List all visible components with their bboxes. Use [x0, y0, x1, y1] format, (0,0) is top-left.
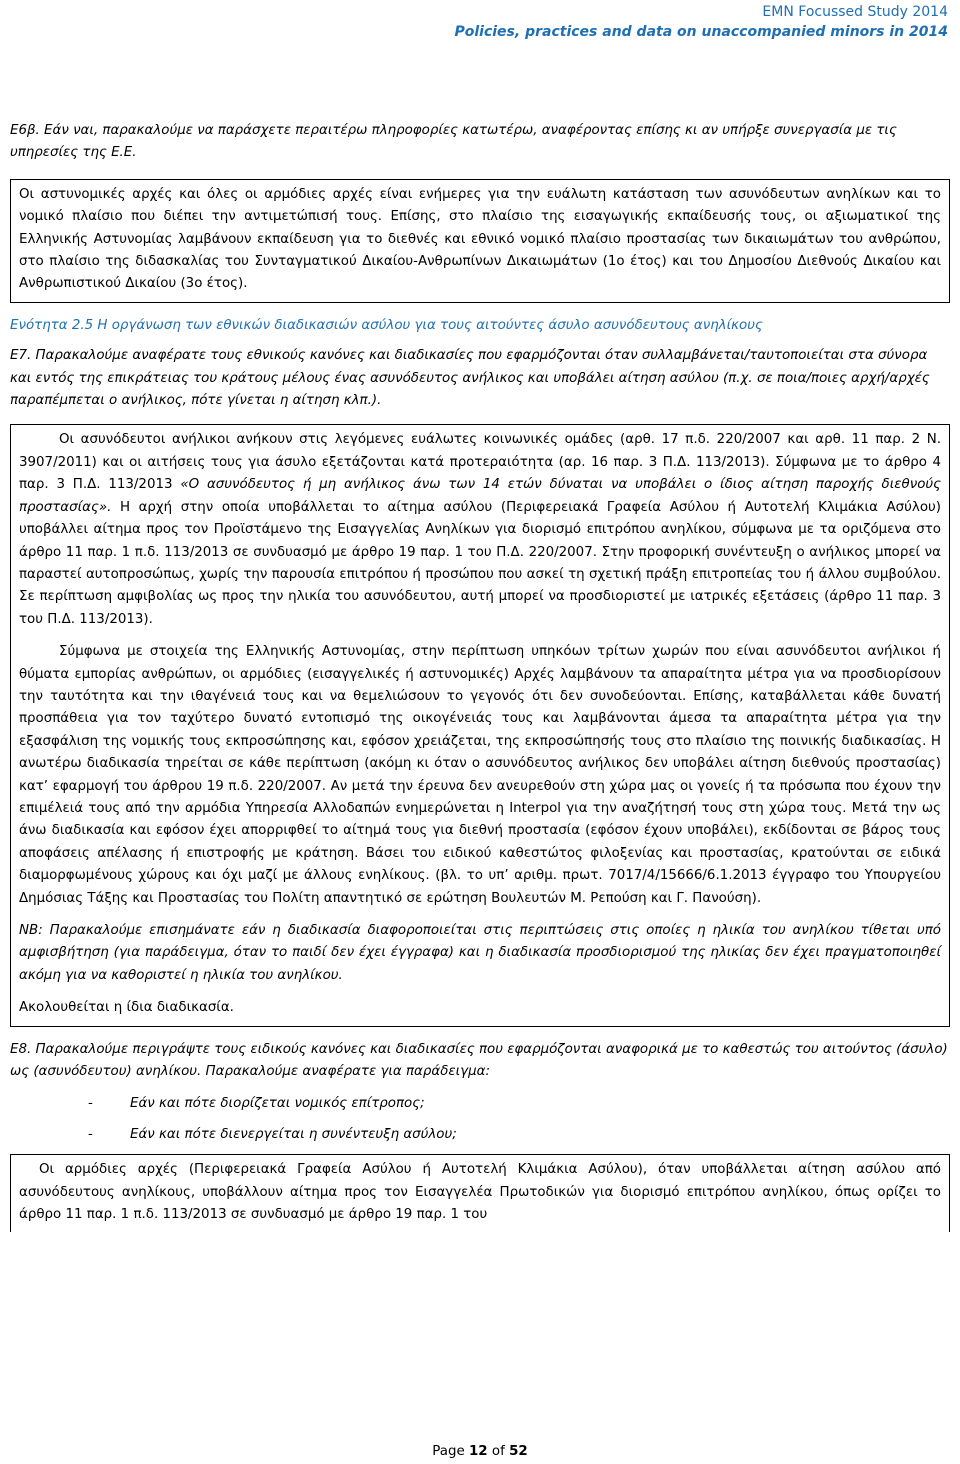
answer-e7-paragraph-3: Ακολουθείται η ίδια διαδικασία.: [19, 1000, 234, 1016]
question-e6b: Ε6β. Εάν ναι, παρακαλούμε να παράσχετε περαιτέρω πληροφορίες κατωτέρω, αναφέροντας επίσης κι αν υπήρξε συνεργασία με τις υπηρεσίες της Ε.Ε.: [10, 123, 897, 161]
answer-e7-paragraph-2: Σύμφωνα με στοιχεία της Ελληνικής Αστυνομίας, στην περίπτωση υπηκόων τρίτων χωρών που είναι ασυνόδευτοι ανήλικοι ή θύματα εμπορίας ανθρώπων, οι αρμόδιες (εισαγγελικές ή αστυνομικές) Αρχές λαμβάνουν τα απαραίτητα μέτρα για να προσδιορίσουν την ταυτότητα και την ιθαγένειά τους και να θεμελιώσουν το γεγονός ότι δεν συνοδεύονται. Επίσης, καταβάλλεται κάθε δυνατή προσπάθεια για τον ταχύτερο δυνατό εντοπισμό της οικογένειάς τους και λαμβάνονται άμεσα τα απαραίτητα μέτρα για την εξασφάλιση της νομικής τους εκπροσώπησης και, εφόσον χρειάζεται, της εκπροσώπησής τους στο πλαίσιο της ποινικής διαδικασίας. Η ανωτέρω διαδικασία τηρείται σε κάθε περίπτωση (ακόμη κι όταν ο ασυνόδευτος ανήλικος δεν υποβάλει αίτηση διεθνούς προστασίας) κατ’ εφαρμογή του άρθρου 19 π.δ. 220/2007. Αν μετά την έρευνα δεν ανευρεθούν στη χώρα μας οι γονείς ή τα πρόσωπα που έχουν την επιμέλειά τους από την αρμόδια Υπηρεσία Αλλοδαπών ενημερώνεται η Interpol για την αναζήτησή τους στη χώρα τους. Μετά την ως άνω διαδικασία και εφόσον έχει απορριφθεί το αίτημά τους για διεθνή προστασία (εφόσον έχουν υποβάλει), εκδίδονται σε βάρος τους αποφάσεις απέλασης ή επιστροφής με κράτηση. Βάσει του ειδικού καθεστώτος φιλοξενίας και προστασίας, κρατούνται σε ειδικά διαμορφωμένους χώρους και όχι μαζί με άλλους ενηλίκους. (βλ. το υπ’ αριθμ. πρωτ. 7017/4/15666/6.1.2013 έγγραφο του Υπουργείου Δημόσιας Τάξης και Προστασίας του Πολίτη απαντητικό σε ερώτηση Βουλευτών Μ. Ρεπούση και Γ. Πανούση).: [19, 644, 941, 906]
page-footer: [0, 1444, 960, 1459]
running-header: [454, 2, 948, 42]
answer-box-e7: [10, 424, 950, 1026]
page-content: [10, 120, 950, 1232]
footer-of-label: of: [491, 1444, 505, 1459]
question-e7: Ε7. Παρακαλούμε αναφέρατε τους εθνικούς κανόνες και διαδικασίες που εφαρμόζονται όταν συλλαμβάνεται/ταυτοποιείται στα σύνορα και εντός της επικράτειας του κράτους μέλους ένας ασυνόδευτος ανήλικος και υποβάλει αίτηση ασύλου (π.χ. σε ποια/ποιες αρχή/αρχές παραπέμπεται ο ανήλικος, πότε γίνεται η αίτηση κλπ.).: [10, 348, 930, 409]
section-heading-2-5: Ενότητα 2.5 Η οργάνωση των εθνικών διαδικασιών ασύλου για τους αιτούντες άσυλο ασυνόδευτους ανηλίκους: [10, 317, 763, 333]
answer-e7-p1-start: Οι ασυνόδευτοι ανήλικοι ανήκουν στις λεγόμενες ευάλωτες κοινωνικές ομάδες (αρθ. 17 π.δ. 220/2007 και αρθ. 11 παρ. 2 Ν. 3907/2011) και οι αιτήσεις τους για άσυλο εξετάζονται κατά προτεραιότητα (αρ. 16 παρ. 3 Π.Δ. 113/2013). Σύμφωνα με το άρθρο 4 παρ. 3 Π.Δ. 113/2013: [19, 432, 941, 493]
header-study-subtitle: Policies, practices and data on unaccompanied minors in 2014: [454, 24, 948, 40]
answer-e6b-text: Οι αστυνομικές αρχές και όλες οι αρμόδιες αρχές είναι ενήμερες για την ευάλωτη κατάσταση των ασυνόδευτων ανηλίκων και το νομικό πλαίσιο που διέπει την αντιμετώπισή τους. Επίσης, στο πλαίσιο της εισαγωγικής εκπαίδευσής τους, οι αξιωματικοί της Ελληνικής Αστυνομίας λαμβάνουν εκπαίδευση για το διεθνές και εθνικό νομικό πλαίσιο προστασίας των δικαιωμάτων του ανθρώπου, στο πλαίσιο της διδασκαλίας του Συνταγματικού Δικαίου-Ανθρωπίνων Δικαιωμάτων (1ο έτος) και του Δημοσίου Διεθνούς Δικαίου και Ανθρωπιστικού Δικαίου (3ο έτος).: [19, 186, 941, 292]
footer-current-page: 12: [468, 1444, 488, 1459]
question-e8: Ε8. Παρακαλούμε περιγράψτε τους ειδικούς κανόνες και διαδικασίες που εφαρμόζονται αναφορικά με το καθεστώς του αιτούντος (άσυλο) ως (ασυνόδευτου) ανηλίκου. Παρακαλούμε αναφέρατε για παράδειγμα:: [10, 1041, 948, 1080]
answer-e7-p1-end: Η αρχή στην οποία υποβάλλεται το αίτημα ασύλου (Περιφερειακά Γραφεία Ασύλου ή Αυτοτελή Κλιμάκια Ασύλου) υποβάλλει αίτημα προς τον Προϊστάμενο της Εισαγγελίας Ανηλίκων για διορισμό επιτρόπου ανηλίκου, σύμφωνα με τα οριζόμενα στο άρθρο 11 παρ. 1 π.δ. 113/2013 σε συνδυασμό με άρθρο 19 παρ. 1 του Π.Δ. 220/2007. Στην προφορική συνέντευξη ο ανήλικος μπορεί να παραστεί αυτοπροσώπως, χωρίς την παρουσία επιτρόπου ή προσώπου που ασκεί τη σχετική πράξη επιτροπείας του ή άλλου συμβούλου. Σε περίπτωση αμφιβολίας ως προς την ηλικία του ασυνόδευτου, αυτή μπορεί να προσδιοριστεί με ιατρικές εξετάσεις (άρθρο 11 παρ. 3 του Π.Δ. 113/2013).: [19, 499, 941, 627]
answer-e7-paragraph-1: [19, 429, 941, 631]
answer-e8-text: Οι αρμόδιες αρχές (Περιφερειακά Γραφεία Ασύλου ή Αυτοτελή Κλιμάκια Ασύλου), όταν υποβάλλεται αίτηση ασύλου από ασυνόδευτους ανηλίκους, υποβάλλουν αίτημα προς τον Εισαγγελέα Πρωτοδικών για διορισμό επιτρόπου ανηλίκου, όπως ορίζει το άρθρο 11 παρ. 1 π.δ. 113/2013 σε συνδυασμό με άρθρο 19 παρ. 1 του: [19, 1162, 941, 1223]
answer-box-e8: [10, 1154, 950, 1232]
answer-box-e6b: [10, 179, 950, 303]
answer-e7-nb-note: ΝΒ: Παρακαλούμε επισημάνατε εάν η διαδικασία διαφοροποιείται στις περιπτώσεις στις οποίες η ηλικία του ανηλίκου τίθεται υπό αμφισβήτηση (για παράδειγμα, όταν το παιδί δεν έχει έγγραφα) και η διαδικασία προσδιορισμού της ηλικίας δεν έχει πραγματοποιηθεί ακόμη για να καθοριστεί η ηλικία του ανηλίκου.: [19, 923, 941, 983]
list-item: - Εάν και πότε διενεργείται η συνέντευξη ασύλου;: [88, 1126, 457, 1142]
header-study-title: EMN Focussed Study 2014: [762, 4, 948, 20]
list-item: - Εάν και πότε διορίζεται νομικός επίτροπος;: [88, 1096, 425, 1112]
answer-e7-p1-quote: «Ο ασυνόδευτος ή μη ανήλικος άνω των 14 ετών δύναται να υποβάλει ο ίδιος αίτηση παροχής διεθνούς προστασίας».: [19, 477, 941, 515]
question-e8-list: [10, 1093, 950, 1146]
footer-page-label: Page: [432, 1444, 465, 1459]
footer-total-pages: 52: [509, 1444, 528, 1459]
